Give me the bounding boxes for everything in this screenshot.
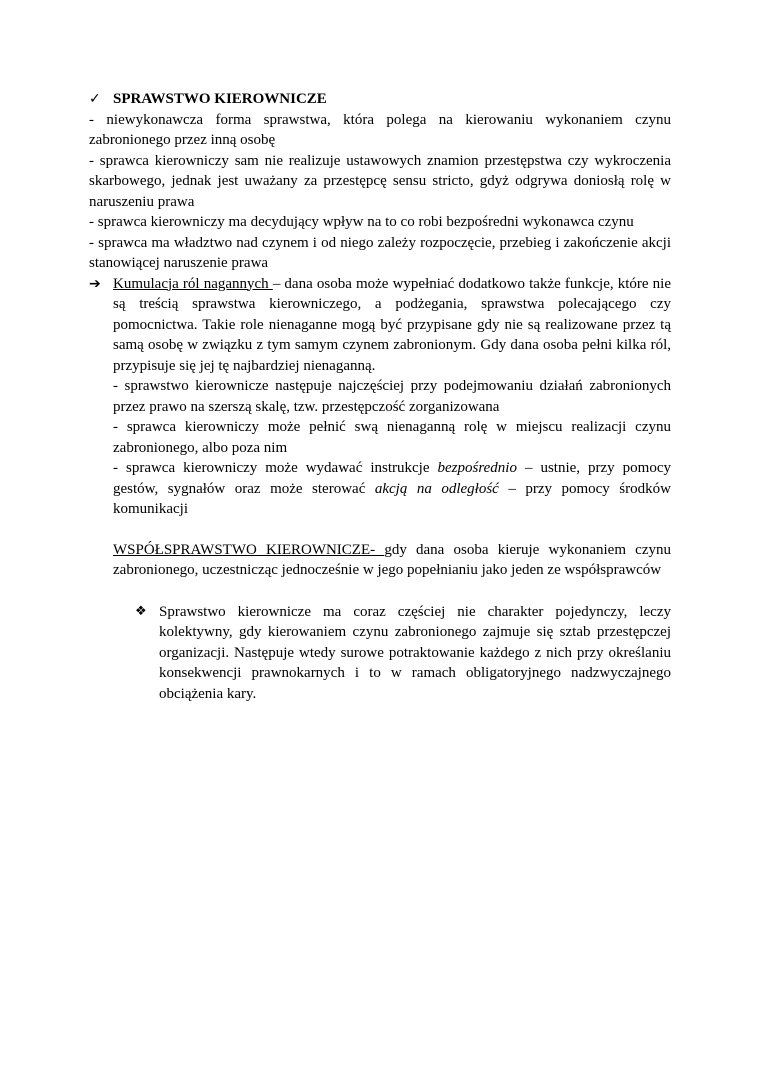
note-text: Sprawstwo kierownicze ma coraz częściej nie charakter pojedynczy, leczy kolektywny, gdy kierowaniem czynu zabronionego zajmuje się sztab przestępczej organizacji. Następuje wtedy surowe potraktowanie każdego z nich przy określaniu konsekwencji prawnokarnych i to w ramach obligatoryjnego nadzwyczajnego obciążenia kary. <box>159 603 671 702</box>
line4-part-e: – przy pomocy środków komunikacji <box>113 480 671 517</box>
spacer <box>89 581 671 602</box>
line4-italic-akcja: akcją na odległość <box>374 480 499 497</box>
section-line-2: - sprawca kierowniczy sam nie realizuje ustawowych znamion przestępstwa czy wykroczenia skarbowego, jednak jest uważany za przestępcę sensu stricto, gdyż odgrywa doniosłą rolę w naruszeniu prawa <box>89 152 671 210</box>
kumulacja-line-3: - sprawca kierowniczy może pełnić swą nienaganną rolę w miejscu realizacji czynu zabronionego, albo poza nim <box>113 419 671 456</box>
kumulacja-body <box>113 274 671 581</box>
kumulacja-line-4 <box>113 458 671 520</box>
document-content <box>89 89 671 704</box>
kumulacja-line-2: - sprawstwo kierownicze następuje najczęściej przy podejmowaniu działań zabronionych przez prawo na szerszą skalę, tzw. przestępczość zorganizowana <box>113 378 671 415</box>
section-title-row <box>89 89 671 110</box>
wspolsprawstwo-text: gdy dana osoba kieruje wykonaniem czynu zabronionego, uczestnicząc jednocześnie w jego popełnianiu jako jeden ze współsprawców <box>113 541 671 578</box>
section-line-1: - niewykonawcza forma sprawstwa, która polega na kierowaniu wykonaniem czynu zabronionego przez inną osobę <box>89 111 671 148</box>
section-title: SPRAWSTWO KIEROWNICZE <box>113 91 327 107</box>
section-line-4: - sprawca ma władztwo nad czynem i od niego zależy rozpoczęcie, przebieg i zakończenie akcji stanowiącej naruszenie prawa <box>89 234 671 271</box>
section-line-3: - sprawca kierowniczy ma decydujący wpływ na to co robi bezpośredni wykonawca czynu <box>89 214 634 230</box>
wspolsprawstwo-paragraph <box>113 540 671 581</box>
kumulacja-heading: Kumulacja ról nagannych <box>113 275 273 292</box>
kumulacja-text: – dana osoba może wypełniać dodatkowo także funkcje, które nie są treścią sprawstwa kierowniczego, a podżegania, sprawstwa polecającego czy pomocnictwa. Takie role nienaganne mogą być przypisane gdy nie są realizowane przez tą samą osobę w związku z tym samym czynem zabronionym. Gdy dana osoba pełni kilka ról, przypisuje się jej tę najbardziej nienaganną. <box>113 275 671 374</box>
kumulacja-paragraph <box>113 274 671 377</box>
line4-part-a: - sprawca kierowniczy może wydawać instrukcje <box>113 460 438 476</box>
diamond-bullet-icon: ❖ <box>135 603 147 619</box>
kumulacja-block <box>89 274 671 581</box>
checkmark-icon: ✓ <box>89 91 101 107</box>
note-block <box>89 602 671 705</box>
line4-part-c: – ustnie, przy pomocy gestów, sygnałów oraz może sterować <box>113 460 672 497</box>
spacer <box>113 520 671 540</box>
line4-italic-bezposrednio: bezpośrednio <box>437 460 517 476</box>
wspolsprawstwo-heading: WSPÓŁSPRAWSTWO KIEROWNICZE- <box>113 541 385 558</box>
arrow-right-icon: ➔ <box>89 275 101 292</box>
